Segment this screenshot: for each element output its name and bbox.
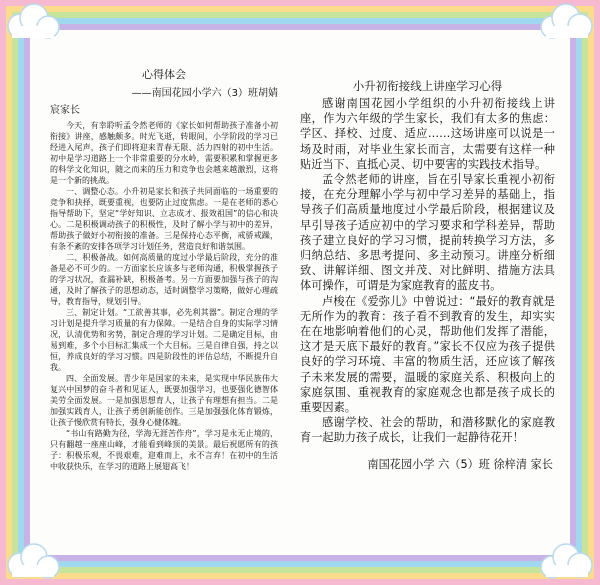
right-article-title: 小升初衔接线上讲座学习心得 xyxy=(352,79,503,93)
cloud-icon-top-right xyxy=(538,2,598,42)
right-paragraph: 感谢学校、社会的帮助，和潜移默化的家庭教育一起助力孩子成长，让我们一起静待花开！ xyxy=(300,416,555,445)
right-paragraph: 卢梭在《爱弥儿》中曾说过：“最好的教育就是无所作为的教育：孩子看不到教育的发生，却实实在在地影响着他们的心灵，帮助他们发挥了潜能，这才是天底下最好的教育。”家长不仅应为孩子提供良好的学习环境、丰富的物质生活，还应该了解孩子未来发展的需要，温暖的家庭关系、积极向上的家庭氛围、重视教育的家庭观念也都是孩子成长的重要因素。 xyxy=(300,294,555,415)
cloud-icon-bottom-left xyxy=(2,543,62,583)
right-paragraph: 孟令然老师的讲座，旨在引导家长重视小初衔接，在充分理解小学与初中学习差异的基础上，指导孩子们高质量地度过小学最后阶段，根据建议及早引导孩子适应初中的学习要求和学科差异，帮助孩子建立良好的学习习惯，提前转换学习方法，多归纳总结、多思考提问、多主动预习。讲座分析细致、讲解详细、图文并茂、对比鲜明、措施方法具体可操作，可谓是为家庭教育的蓝皮书。 xyxy=(300,173,555,293)
right-paragraph: 感谢南国花园小学组织的小升初衔接线上讲座，作为六年级的学生家长，我们有太多的焦虑：学区、择校、过度、适应……这场讲座可以说是一场及时雨，对毕业生家长而言，太需要有这样一种贴近当下、直抵心灵、切中要害的实践技术指导。 xyxy=(300,97,555,171)
left-paragraph: 二、积极备战。如何高质量的度过小学最后阶段，充分的准备是必不可少的。一方面家长应该多与老师沟通，积极掌握孩子的学习状况，查漏补缺，积极备考。另一方面要加强与孩子的沟通，及时了解孩子的思想动态，适时调整学习策略，做好心理疏导，教育指导，规划引导。 xyxy=(50,253,278,306)
cloud-icon-bottom-right xyxy=(538,543,598,583)
left-article-subtitle: ——南国花园小学六（3）班胡婧 xyxy=(131,88,278,99)
left-paragraph: 三、制定计划。“工欲善其事，必先利其器”。制定合理的学习计划是提升学习质量的有力保障。一是结合自身的实际学习情况，认清优势和劣势，制定合理的学习计划。二是确定目标，由易到难，多个小目标汇集成一个大目标。三是自律自强，持之以恒，养成良好的学习习惯。四是阶段性的评估总结，不断提升自我。 xyxy=(50,308,278,372)
left-paragraph: “书山有路勤为径，学海无涯苦作舟”，学习是永无止境的，只有翻越一座座山峰，才能看到峰顶的美景。最后祝愿所有的孩子：积极乐观，不畏艰难，迎难而上，永不言弃！在初中的生活中收获快乐，在学习的道路上展翅高飞！ xyxy=(50,429,278,471)
left-article-title: 心得体会 xyxy=(142,68,186,81)
left-paragraph: 今天，有幸聆听孟令然老师的《家长如何帮助孩子准备小初衔接》讲座，感触颇多。时光飞逝，转眼间，小学阶段的学习已经进入尾声，孩子们即将迎来青春无限、活力四射的初中生活。初中是学习道路上一个非常重要的分水岭，需要积累和掌握更多的科学文化知识，随之而来的压力和竞争也会越来越激烈，这将是一个新的挑战。 xyxy=(50,121,278,185)
left-paragraph: 四、全面发展。青少年是国家的未来，是实现中华民族伟大复兴中国梦的奋斗者和见证人，既要加强学习，也要强化德智体美劳全面发展。一是加强思想育人，让孩子有理想有担当。二是加强实践育人，让孩子勇创新能创作。三是加强强化体育锻炼，让孩子慢欣赏有特长，强身心健体魄。 xyxy=(50,374,278,427)
right-article xyxy=(300,38,555,472)
left-article xyxy=(50,38,278,472)
left-article-author: 宸家长 xyxy=(50,105,80,116)
cloud-icon-top-left xyxy=(2,2,62,42)
left-paragraph: 一、调整心态。小升初是家长和孩子共同面临的一场重要的竞争和抉择，既要重视，也要防止过度焦虑。一是在老师的悉心指导帮助下，坚定“学好知识、立志成才、报效祖国”的信心和决心。二是积极调动孩子的积极性，及时了解小学与初中的差异，帮助孩子做好小初衔接的准备。三是保持心态平衡，戒骄戒躁，有条不紊的安排各项学习计划任务，营造良好和谐氛围。 xyxy=(50,187,278,251)
right-article-signature: 南国花园小学 六（5）班 徐梓清 家长 xyxy=(367,457,553,471)
